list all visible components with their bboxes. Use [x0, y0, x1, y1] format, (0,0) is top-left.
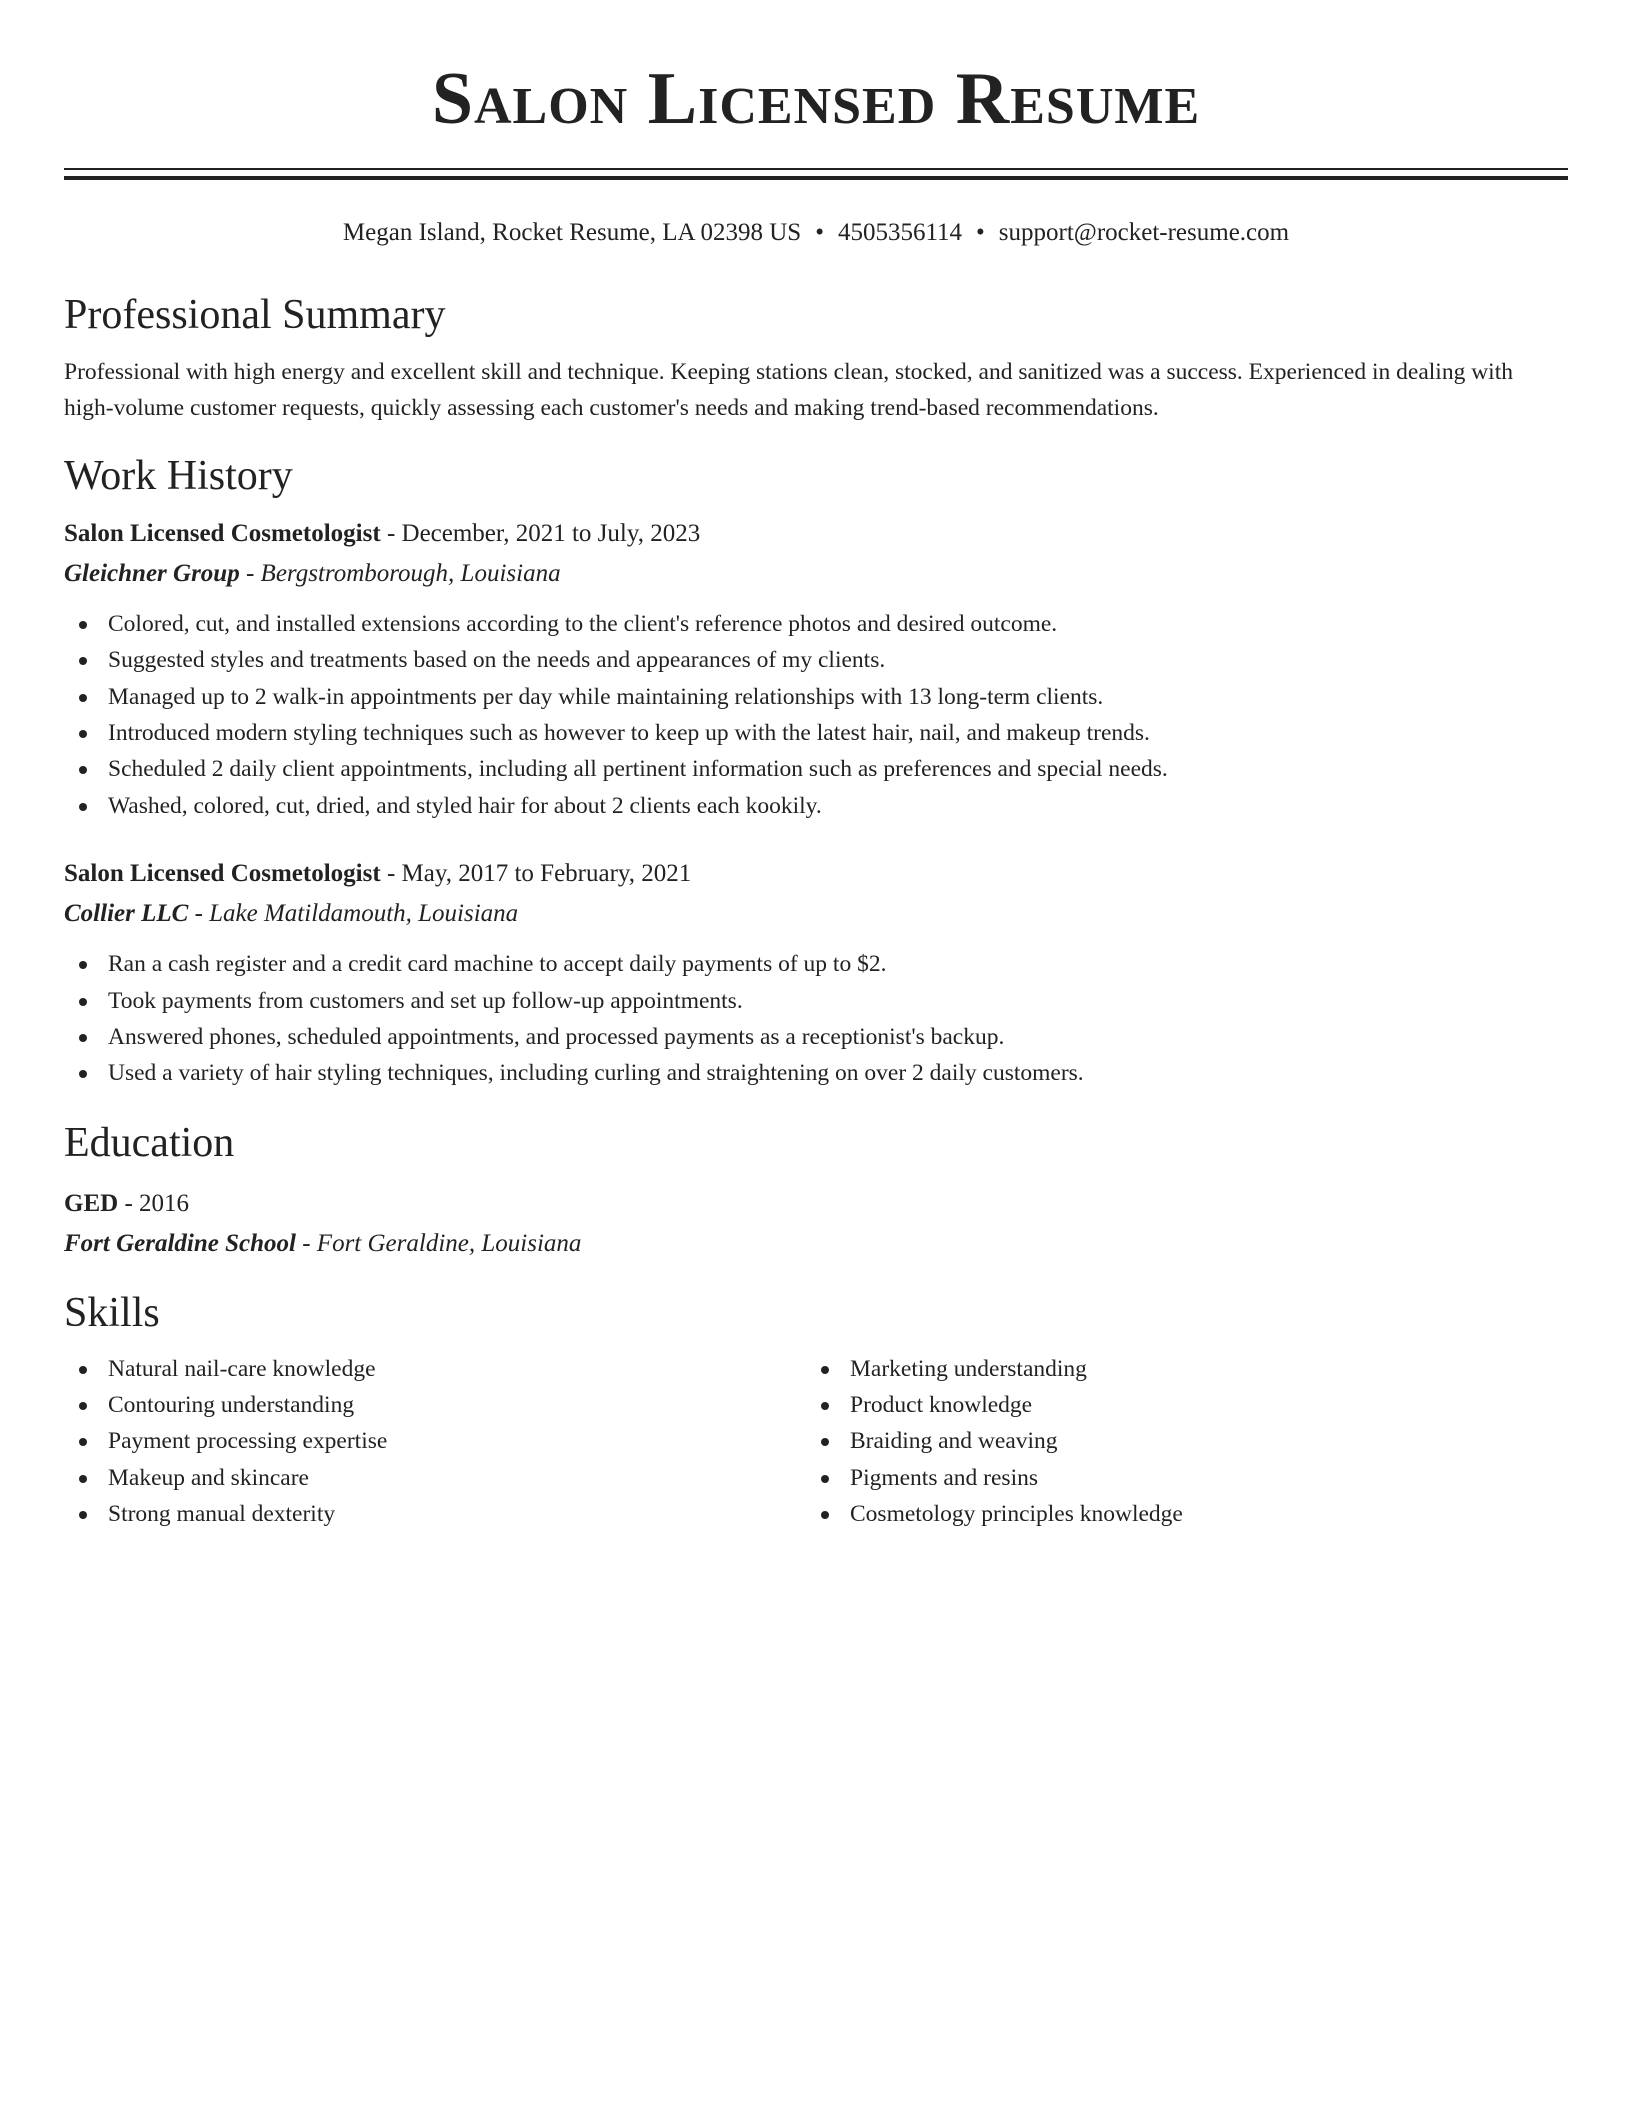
- skills-list: [806, 1351, 1548, 1533]
- skills-column-right: [806, 1351, 1548, 1533]
- list-item: Used a variety of hair styling techniques, including curling and straightening on over 2 daily customers.: [64, 1055, 1568, 1091]
- title-rule-thick: [64, 176, 1568, 180]
- list-item: Took payments from customers and set up follow-up appointments.: [64, 983, 1568, 1019]
- resume-title: Salon Licensed Resume: [431, 58, 1201, 140]
- education-school: Fort Geraldine School: [64, 1230, 296, 1258]
- job-dates: - May, 2017 to February, 2021: [380, 860, 692, 888]
- skill-item: Payment processing expertise: [64, 1423, 806, 1459]
- list-item: Scheduled 2 daily client appointments, including all pertinent information such as preferences and special needs.: [64, 751, 1568, 787]
- skill-item: Pigments and resins: [806, 1460, 1548, 1496]
- skills-list: [64, 1351, 806, 1533]
- list-item: Answered phones, scheduled appointments, and processed payments as a receptionist's backup.: [64, 1019, 1568, 1055]
- job-location: - Lake Matildamouth, Louisiana: [188, 900, 519, 928]
- list-item: Colored, cut, and installed extensions according to the client's reference photos and desired outcome.: [64, 606, 1568, 642]
- list-item: Ran a cash register and a credit card machine to accept daily payments of up to $2.: [64, 946, 1568, 982]
- job-bullets: [64, 946, 1568, 1092]
- education-header: [64, 1184, 1568, 1224]
- list-item: Washed, colored, cut, dried, and styled hair for about 2 clients each kookily.: [64, 788, 1568, 824]
- job-dates: - December, 2021 to July, 2023: [380, 519, 701, 547]
- job-employer: [64, 894, 1568, 934]
- list-item: Managed up to 2 walk-in appointments per day while maintaining relationships with 13 long-term clients.: [64, 679, 1568, 715]
- summary-text: Professional with high energy and excellent skill and technique. Keeping stations clean, stocked, and sanitized was a success. Experienced in dealing with high-volume customer requests, quickly assessing each customer's needs and making trend-based recommendations.: [64, 359, 1513, 422]
- job-header: [64, 854, 1568, 894]
- job-title: Salon Licensed Cosmetologist: [64, 860, 381, 888]
- job-location: - Bergstromborough, Louisiana: [239, 559, 561, 587]
- contact-address: Megan Island, Rocket Resume, LA 02398 US: [342, 219, 802, 246]
- title-rule-thin: [64, 168, 1568, 170]
- job-entry: [64, 514, 1568, 824]
- job-employer: [64, 554, 1568, 594]
- skill-item: Makeup and skincare: [64, 1460, 806, 1496]
- job-company: Gleichner Group: [64, 559, 240, 587]
- skill-item: Strong manual dexterity: [64, 1496, 806, 1532]
- skill-item: Product knowledge: [806, 1387, 1548, 1423]
- skills-grid: [64, 1351, 1568, 1533]
- work-history-heading: Work History: [64, 453, 293, 500]
- job-title: Salon Licensed Cosmetologist: [64, 519, 381, 547]
- education-year: - 2016: [118, 1190, 190, 1218]
- education-location: - Fort Geraldine, Louisiana: [295, 1230, 582, 1258]
- skills-column-left: [64, 1351, 806, 1533]
- list-item: Suggested styles and treatments based on the needs and appearances of my clients.: [64, 642, 1568, 678]
- skill-item: Braiding and weaving: [806, 1423, 1548, 1459]
- contact-email: support@rocket-resume.com: [998, 219, 1290, 246]
- skill-item: Contouring understanding: [64, 1387, 806, 1423]
- education-degree: GED: [64, 1190, 119, 1218]
- job-bullets: [64, 606, 1568, 824]
- contact-separator: •: [976, 219, 985, 246]
- skill-item: Natural nail-care knowledge: [64, 1351, 806, 1387]
- job-company: Collier LLC: [64, 900, 189, 928]
- contact-phone: 4505356114: [837, 219, 963, 246]
- education-entry: [64, 1184, 1568, 1264]
- job-entry: [64, 854, 1568, 1092]
- job-header: [64, 514, 1568, 554]
- contact-line: [64, 216, 1568, 250]
- list-item: Introduced modern styling techniques such as however to keep up with the latest hair, nail, and makeup trends.: [64, 715, 1568, 751]
- education-school-line: [64, 1224, 1568, 1264]
- skill-item: Cosmetology principles knowledge: [806, 1496, 1548, 1532]
- contact-separator: •: [815, 219, 824, 246]
- skill-item: Marketing understanding: [806, 1351, 1548, 1387]
- skills-heading: Skills: [64, 1290, 160, 1337]
- summary-heading: Professional Summary: [64, 292, 446, 338]
- education-heading: Education: [64, 1119, 235, 1166]
